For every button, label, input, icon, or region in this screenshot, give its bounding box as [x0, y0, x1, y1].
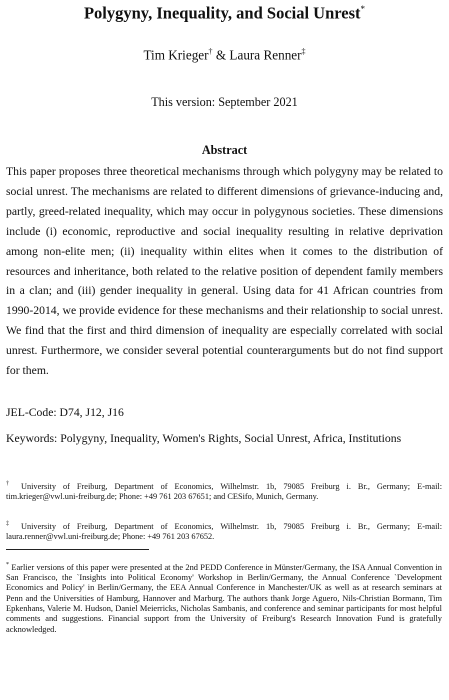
title-footnote-mark: *: [360, 4, 366, 14]
author-line: [0, 47, 449, 63]
author-footnote-mark: †: [208, 47, 213, 56]
title-footnote: [6, 560, 442, 635]
affiliation-text: University of Freiburg, Department of Economics, Wilhelmstr. 1b, 79085 Freiburg i. Br., Germany; E-mail: tim.krieger@vwl.uni-freiburg.de; Phone: +49 761 203 67651; and CESifo, Munich, Germany.: [6, 481, 443, 501]
footnote-divider: [6, 549, 149, 550]
affiliation-note: [6, 519, 442, 542]
author-conjunction: &: [212, 47, 230, 63]
author-name: Laura Renner: [229, 47, 302, 63]
abstract-body: This paper proposes three theoretical mechanisms through which polygyny may be related to social unrest. The mechanisms are related to different dimensions of grievance-inducing and, partly, greed-related inequality, which may occur in polygynous societies. These dimensions include (i) economic, reproductive and social inequality resulting in relative deprivation among non-elite men; (ii) inequality within elites when it comes to the distribution of resources and inheritance, both related to the relative position of dependent family members in a clan; and (iii) gender inequality in general. Using data for 41 African countries from 1990-2014, we provide evidence for these mechanisms and their relationship to social unrest. We find that the first and third dimension of inequality are especially correlated with social unrest. Furthermore, we consider several potential counterarguments but do not find support for them.: [6, 165, 443, 378]
keywords: Keywords: Polygyny, Inequality, Women's Rights, Social Unrest, Africa, Institutions: [6, 432, 402, 445]
affiliation-mark: †: [6, 481, 14, 487]
footnote-mark: *: [6, 562, 9, 568]
paper-title: [0, 0, 449, 23]
abstract-heading: Abstract: [201, 143, 248, 157]
affiliation-mark: ‡: [6, 521, 14, 527]
footnote-text: Earlier versions of this paper were presented at the 2nd PEDD Conference in Münster/Germany, the ISA Annual Convention in San Francisco, the `Insights into Political Economy' Workshop in Berlin/Germany, the Annual Conference `Development Economics and Policy' in Berlin/Germany, the EEA Annual Conference in Manchester/UK as well as at research seminars at Penn and the Universities of Hamburg, Hannover and Marburg. The authors thank Jorge Aguero, Nils-Christian Bormann, Tim Epkenhans, Valerie M. Hudson, Daniel Meierricks, Nicholas Sambanis, and conference and seminar participants for most helpful comments and suggestions. Financial support from the University of Freiburg's Research Innovation Fund is gratefully acknowledged.: [6, 562, 442, 634]
version-date: This version: September 2021: [151, 95, 298, 109]
jel-codes: JEL-Code: D74, J12, J16: [6, 406, 124, 419]
author-footnote-mark: ‡: [301, 47, 306, 56]
affiliation-note: [6, 479, 442, 502]
affiliation-text: University of Freiburg, Department of Economics, Wilhelmstr. 1b, 79085 Freiburg i. Br., Germany; E-mail: laura.renner@vwl.uni-freiburg.de; Phone: +49 761 203 67652.: [6, 521, 443, 541]
author-name: Tim Krieger: [143, 47, 209, 63]
paper-title-text: Polygyny, Inequality, and Social Unrest: [83, 3, 361, 23]
